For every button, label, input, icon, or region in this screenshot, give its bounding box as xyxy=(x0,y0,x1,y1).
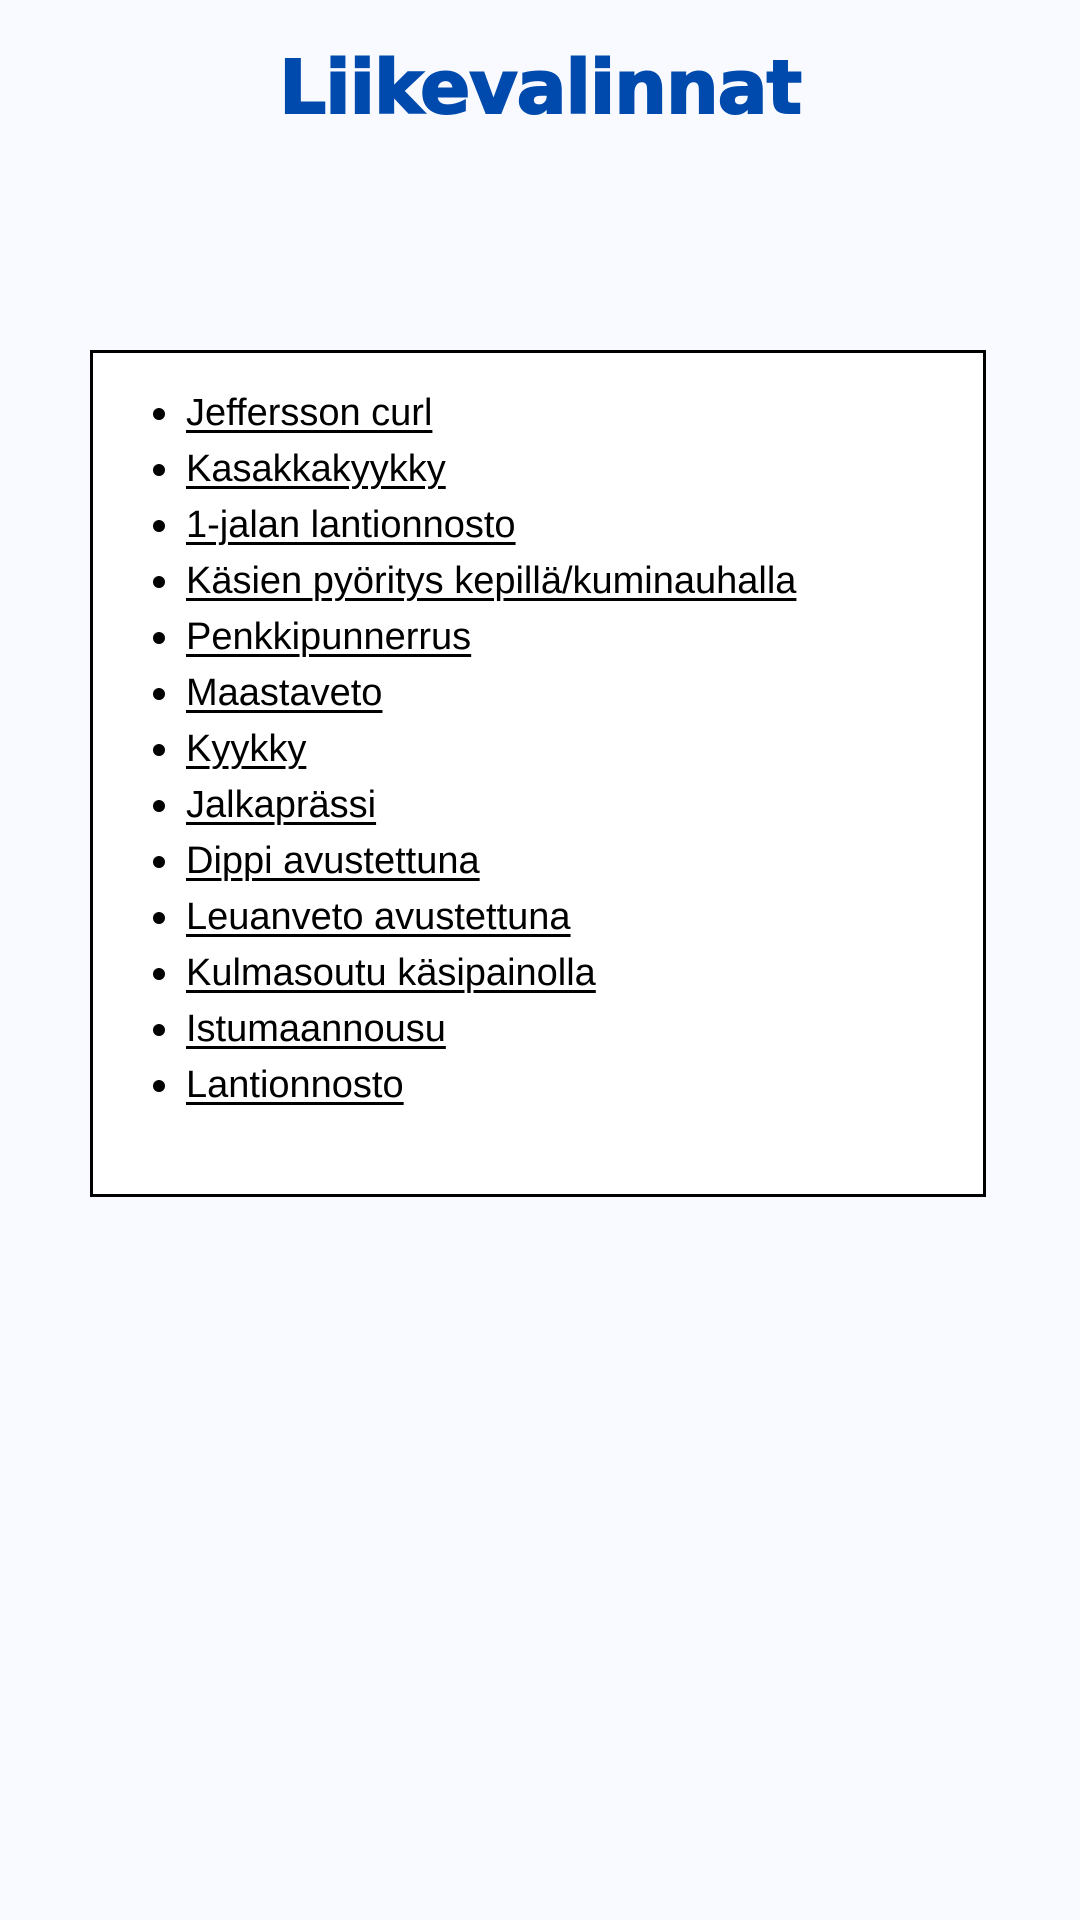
bullet-icon xyxy=(153,688,165,700)
list-item xyxy=(153,441,796,497)
bullet-icon xyxy=(153,464,165,476)
exercise-link-dippi-avustettuna[interactable]: Dippi avustettuna xyxy=(186,840,480,882)
list-item xyxy=(153,385,796,441)
bullet-icon xyxy=(153,1080,165,1092)
list-item xyxy=(153,777,796,833)
page-title: Liikevalinnat xyxy=(279,45,801,131)
bullet-icon xyxy=(153,520,165,532)
exercise-link-lantionnosto[interactable]: Lantionnosto xyxy=(186,1064,404,1106)
exercise-link-kasakkakyykky[interactable]: Kasakkakyykky xyxy=(186,448,446,490)
list-item xyxy=(153,833,796,889)
list-item xyxy=(153,1057,796,1113)
bullet-icon xyxy=(153,1024,165,1036)
bullet-icon xyxy=(153,408,165,420)
bullet-icon xyxy=(153,632,165,644)
list-item xyxy=(153,497,796,553)
bullet-icon xyxy=(153,744,165,756)
exercise-link-jalkaprassi[interactable]: Jalkaprässi xyxy=(186,784,377,826)
exercise-list-container xyxy=(90,350,986,1197)
exercise-link-maastaveto[interactable]: Maastaveto xyxy=(186,672,383,714)
exercise-link-kasien-pyoritys[interactable]: Käsien pyöritys kepillä/kuminauhalla xyxy=(186,560,797,602)
list-item xyxy=(153,889,796,945)
exercise-link-1-jalan-lantionnosto[interactable]: 1-jalan lantionnosto xyxy=(186,504,516,546)
exercise-list xyxy=(153,385,796,1113)
exercise-link-istumaannousu[interactable]: Istumaannousu xyxy=(186,1008,446,1050)
bullet-icon xyxy=(153,576,165,588)
bullet-icon xyxy=(153,800,165,812)
exercise-link-kulmasoutu-kasipainolla[interactable]: Kulmasoutu käsipainolla xyxy=(186,952,596,994)
list-item xyxy=(153,609,796,665)
bullet-icon xyxy=(153,912,165,924)
bullet-icon xyxy=(153,856,165,868)
exercise-link-leuanveto-avustettuna[interactable]: Leuanveto avustettuna xyxy=(186,896,571,938)
exercise-link-kyykky[interactable]: Kyykky xyxy=(186,728,307,770)
exercise-link-penkkipunnerrus[interactable]: Penkkipunnerrus xyxy=(186,616,472,658)
list-item xyxy=(153,1001,796,1057)
bullet-icon xyxy=(153,968,165,980)
exercise-link-jeffersson-curl[interactable]: Jeffersson curl xyxy=(186,392,433,434)
list-item xyxy=(153,665,796,721)
list-item xyxy=(153,721,796,777)
list-item xyxy=(153,553,796,609)
list-item xyxy=(153,945,796,1001)
